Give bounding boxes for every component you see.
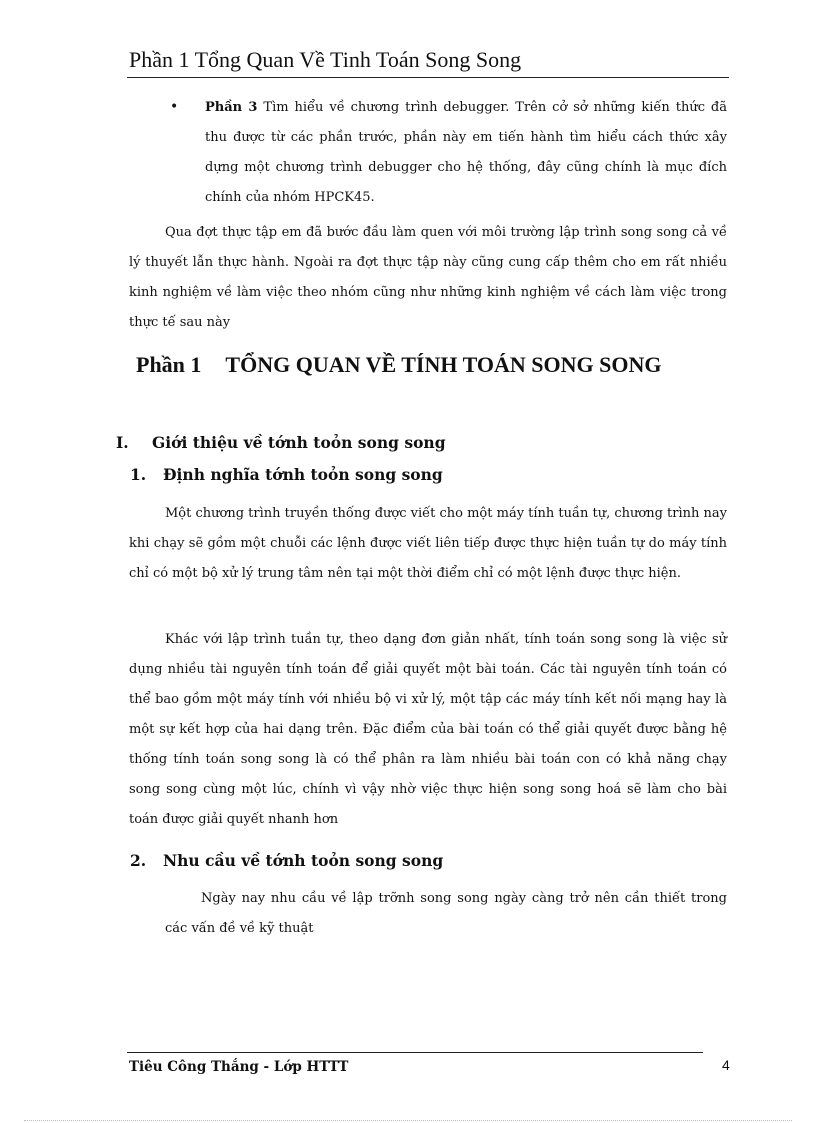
chapter-label: Phần 1 xyxy=(136,352,202,377)
section-number: I. xyxy=(116,433,129,452)
chapter-title xyxy=(136,350,736,380)
bullet-marker: • xyxy=(170,99,179,115)
footer-rule xyxy=(127,1052,703,1053)
section-title: Giới thiệu về tớnh toỏn song song xyxy=(152,433,446,452)
section-heading-1 xyxy=(116,432,446,454)
intro-paragraph: Qua đợt thực tập em đã bước đầu làm quen với môi trường lập trình song song cả về lý thuyết lẫn thực hành. Ngoài ra đợt thực tập này cũng cung cấp thêm cho em rất nhiều kinh nghiệm về làm việc theo nhóm cũng như những kinh nghiệm về cách làm việc trong thực tế sau này xyxy=(129,225,727,330)
paragraph-definition: Một chương trình truyền thống được viết cho một máy tính tuần tự, chương trình nay khi chạy sẽ gồm một chuỗi các lệnh được viết liên tiếp được thực hiện tuần tự do máy tính chỉ có một bộ xử lý trung tâm nên tại một thời điểm chỉ có một lệnh được thực hiện. xyxy=(129,506,727,581)
chapter-heading: TỔNG QUAN VỀ TÍNH TOÁN SONG SONG xyxy=(225,352,662,377)
page-edge-dotted-line xyxy=(24,1120,792,1121)
subsection-title: Định nghĩa tớnh toỏn song song xyxy=(163,465,443,484)
paragraph-parallel-computing: Khác với lập trình tuần tự, theo dạng đơn giản nhất, tính toán song song là việc sử dụng nhiều tài nguyên tính toán để giải quyết một bài toán. Các tài nguyên tính toán có thể bao gồm một máy tính với nhiều bộ vi xử lý, một tập các máy tính kết nối mạng hay là một sự kết hợp của hai dạng trên. Đặc điểm của bài toán có thể giải quyết được bằng hệ thống tính toán song song là có thể phân ra làm nhiều bài toán con có khả năng chạy song song cùng một lúc, chính vì vậy nhờ việc thực hiện song song hoá sẽ làm cho bài toán được giải quyết nhanh hơn xyxy=(129,632,727,827)
subsection-heading-1 xyxy=(130,464,443,486)
running-header: Phần 1 Tổng Quan Về Tinh Toán Song Song xyxy=(129,47,522,72)
page-number: 4 xyxy=(722,1057,730,1073)
subsection-number: 1. xyxy=(130,465,147,484)
subsection-title: Nhu cầu về tớnh toỏn song song xyxy=(163,851,444,870)
subsection-number: 2. xyxy=(130,851,147,870)
header-rule xyxy=(127,77,729,78)
paragraph-needs: Ngày nay nhu cầu về lập trỡnh song song ngày càng trở nên cần thiết trong các vấn đề về kỹ thuật xyxy=(165,891,727,936)
bullet-item-text xyxy=(205,93,727,213)
bullet-item-body: Tìm hiểu về chương trình debugger. Trên cở sở những kiến thức đã thu được từ các phần trước, phần này em tiến hành tìm hiểu cách thức xây dựng một chương trình debugger cho hệ thống, đây cũng chính là mục đích chính của nhóm HPCK45. xyxy=(205,100,727,205)
footer-author: Tiêu Công Thắng - Lớp HTTT xyxy=(129,1059,349,1075)
bullet-item-lead: Phần 3 xyxy=(205,100,258,115)
subsection-heading-2 xyxy=(130,850,443,872)
